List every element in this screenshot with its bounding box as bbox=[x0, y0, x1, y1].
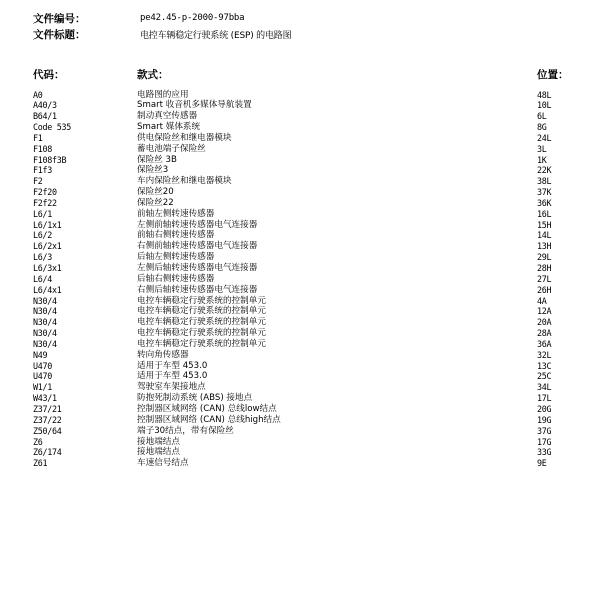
table-row bbox=[33, 198, 571, 209]
component-position: 37G bbox=[537, 425, 552, 436]
component-description: 接地端结点 bbox=[137, 447, 180, 458]
component-code: W43/1 bbox=[33, 393, 57, 404]
component-code: N30/4 bbox=[33, 328, 57, 339]
component-position: 9E bbox=[537, 458, 547, 469]
component-code: A40/3 bbox=[33, 100, 57, 111]
component-position: 22K bbox=[537, 165, 552, 176]
table-row bbox=[33, 458, 571, 469]
component-position: 28H bbox=[537, 263, 552, 273]
component-code: Z37/22 bbox=[33, 414, 62, 425]
component-description: 接地端结点 bbox=[137, 436, 180, 447]
table-row bbox=[33, 274, 571, 285]
component-code: N30/4 bbox=[33, 306, 57, 317]
component-code: L6/2 bbox=[33, 230, 52, 241]
component-code: Z6 bbox=[33, 436, 43, 447]
table-row bbox=[33, 133, 571, 144]
component-code: N49 bbox=[33, 349, 48, 360]
component-code: F108f3B bbox=[33, 154, 67, 165]
table-row bbox=[33, 90, 571, 101]
doc-title-row bbox=[33, 28, 291, 40]
component-code: U470 bbox=[33, 371, 52, 382]
component-description: 控制器区域网络 (CAN) 总线low结点 bbox=[137, 403, 277, 414]
table-row bbox=[33, 328, 571, 339]
component-code: L6/3x1 bbox=[33, 263, 62, 273]
component-description: 右侧后轴转速传感器电气连接器 bbox=[137, 284, 258, 295]
component-description: 左侧前轴转速传感器电气连接器 bbox=[137, 219, 258, 230]
table-row bbox=[33, 155, 571, 166]
component-position: 25C bbox=[537, 371, 552, 382]
column-header-code: 代码： bbox=[33, 69, 65, 81]
column-header-model: 款式： bbox=[137, 69, 169, 81]
component-description: 电控车辆稳定行驶系统的控制单元 bbox=[137, 338, 266, 349]
table-row bbox=[33, 415, 571, 426]
component-code: L6/1 bbox=[33, 208, 52, 219]
component-position: 32L bbox=[537, 349, 552, 360]
component-position: 29L bbox=[537, 252, 552, 263]
component-table bbox=[33, 90, 571, 470]
component-description: 车速信号结点 bbox=[137, 458, 189, 469]
table-row bbox=[33, 220, 571, 231]
table-row bbox=[33, 393, 571, 404]
table-row bbox=[33, 187, 571, 198]
component-description: 防抱死制动系统 (ABS) 接地点 bbox=[137, 393, 253, 404]
component-position: 3L bbox=[537, 143, 547, 154]
component-description: 后轴右侧转速传感器 bbox=[137, 273, 215, 284]
component-position: 12A bbox=[537, 306, 552, 317]
component-position: 13H bbox=[537, 241, 552, 252]
component-code: B64/1 bbox=[33, 111, 57, 122]
component-position: 6L bbox=[537, 111, 547, 122]
component-description: 电控车辆稳定行驶系统的控制单元 bbox=[137, 295, 266, 306]
component-position: 38L bbox=[537, 176, 552, 187]
component-description: 保险丝20 bbox=[137, 187, 174, 198]
component-code: N30/4 bbox=[33, 295, 57, 306]
component-code: F108 bbox=[33, 143, 52, 154]
component-code: F1f3 bbox=[33, 165, 52, 176]
doc-number-row bbox=[33, 12, 244, 24]
component-code: F2 bbox=[33, 176, 43, 187]
component-position: 14L bbox=[537, 230, 552, 241]
component-position: 15H bbox=[537, 219, 552, 230]
component-description: 端子30结点，带有保险丝 bbox=[137, 425, 234, 436]
component-code: L6/1x1 bbox=[33, 219, 62, 230]
component-code: Z37/21 bbox=[33, 403, 62, 414]
component-position: 26H bbox=[537, 284, 552, 295]
component-position: 34L bbox=[537, 382, 552, 393]
component-description: 保险丝 3B bbox=[137, 154, 177, 165]
component-description: 后轴左侧转速传感器 bbox=[137, 252, 215, 263]
component-position: 17L bbox=[537, 393, 552, 404]
component-code: F2f22 bbox=[33, 197, 57, 208]
table-row bbox=[33, 296, 571, 307]
component-position: 16L bbox=[537, 208, 552, 219]
doc-number-value: pe42.45-p-2000-97bba bbox=[140, 13, 245, 23]
table-row bbox=[33, 306, 571, 317]
table-row bbox=[33, 350, 571, 361]
table-row bbox=[33, 339, 571, 350]
component-description: 供电保险丝和继电器模块 bbox=[137, 132, 232, 143]
component-description: 电控车辆稳定行驶系统的控制单元 bbox=[137, 328, 266, 339]
component-code: F1 bbox=[33, 132, 43, 143]
component-position: 10L bbox=[537, 100, 552, 111]
component-position: 19G bbox=[537, 414, 552, 425]
component-description: 适用于车型 453.0 bbox=[137, 360, 208, 371]
component-code: L6/2x1 bbox=[33, 241, 62, 252]
table-row bbox=[33, 122, 571, 133]
component-position: 27L bbox=[537, 273, 552, 284]
table-row bbox=[33, 165, 571, 176]
component-description: 控制器区域网络 (CAN) 总线high结点 bbox=[137, 414, 281, 425]
component-code: W1/1 bbox=[33, 382, 52, 393]
doc-title-value: 电控车辆稳定行驶系统 (ESP) 的电路图 bbox=[140, 30, 292, 41]
table-row bbox=[33, 100, 571, 111]
component-description: 电控车辆稳定行驶系统的控制单元 bbox=[137, 306, 266, 317]
component-code: F2f20 bbox=[33, 187, 57, 198]
table-row bbox=[33, 252, 571, 263]
component-description: 保险丝22 bbox=[137, 197, 174, 208]
table-row bbox=[33, 176, 571, 187]
table-row bbox=[33, 241, 571, 252]
component-code: L6/4x1 bbox=[33, 284, 62, 295]
table-row bbox=[33, 382, 571, 393]
component-code: Z50/64 bbox=[33, 425, 62, 436]
component-position: 17G bbox=[537, 436, 552, 447]
component-description: 前轴右侧转速传感器 bbox=[137, 230, 215, 241]
table-row bbox=[33, 144, 571, 155]
component-code: U470 bbox=[33, 360, 52, 371]
component-code: L6/4 bbox=[33, 273, 52, 284]
component-description: 左侧后轴转速传感器电气连接器 bbox=[137, 263, 258, 273]
table-header bbox=[33, 67, 571, 79]
component-position: 13C bbox=[537, 360, 552, 371]
component-position: 28A bbox=[537, 328, 552, 339]
component-position: 8G bbox=[537, 122, 547, 133]
component-description: 制动真空传感器 bbox=[137, 111, 198, 122]
table-row bbox=[33, 404, 571, 415]
component-position: 36A bbox=[537, 338, 552, 349]
component-position: 24L bbox=[537, 132, 552, 143]
component-code: A0 bbox=[33, 89, 43, 100]
component-position: 33G bbox=[537, 447, 552, 458]
table-row bbox=[33, 361, 571, 372]
table-row bbox=[33, 209, 571, 220]
table-row bbox=[33, 371, 571, 382]
component-description: 前轴左侧转速传感器 bbox=[137, 208, 215, 219]
table-row bbox=[33, 111, 571, 122]
table-row bbox=[33, 426, 571, 437]
table-row bbox=[33, 230, 571, 241]
table-row bbox=[33, 447, 571, 458]
component-code: Z6/174 bbox=[33, 447, 62, 458]
component-description: 适用于车型 453.0 bbox=[137, 371, 208, 382]
component-description: 驾驶室车架接地点 bbox=[137, 382, 206, 393]
component-position: 20A bbox=[537, 317, 552, 328]
component-code: Code 535 bbox=[33, 122, 71, 133]
component-description: Smart 媒体系统 bbox=[137, 122, 201, 133]
component-code: N30/4 bbox=[33, 317, 57, 328]
component-position: 20G bbox=[537, 403, 552, 414]
component-description: 右侧前轴转速传感器电气连接器 bbox=[137, 241, 258, 252]
component-description: Smart 收音机多媒体导航装置 bbox=[137, 100, 252, 111]
table-row bbox=[33, 317, 571, 328]
component-code: N30/4 bbox=[33, 338, 57, 349]
component-position: 1K bbox=[537, 154, 547, 165]
doc-number-label: 文件编号： bbox=[33, 12, 86, 25]
component-position: 36K bbox=[537, 197, 552, 208]
table-row bbox=[33, 285, 571, 296]
component-code: Z61 bbox=[33, 458, 48, 469]
component-description: 电路图的应用 bbox=[137, 89, 189, 100]
component-description: 蓄电池端子保险丝 bbox=[137, 143, 206, 154]
column-header-position: 位置： bbox=[537, 69, 569, 81]
component-position: 37K bbox=[537, 187, 552, 198]
component-description: 转向角传感器 bbox=[137, 349, 189, 360]
component-code: L6/3 bbox=[33, 252, 52, 263]
doc-title-label: 文件标题： bbox=[33, 28, 86, 41]
component-position: 4A bbox=[537, 295, 547, 306]
table-row bbox=[33, 263, 571, 274]
component-description: 保险丝3 bbox=[137, 165, 169, 176]
component-description: 车内保险丝和继电器模块 bbox=[137, 176, 232, 187]
component-description: 电控车辆稳定行驶系统的控制单元 bbox=[137, 317, 266, 328]
table-row bbox=[33, 437, 571, 448]
component-position: 48L bbox=[537, 89, 552, 100]
